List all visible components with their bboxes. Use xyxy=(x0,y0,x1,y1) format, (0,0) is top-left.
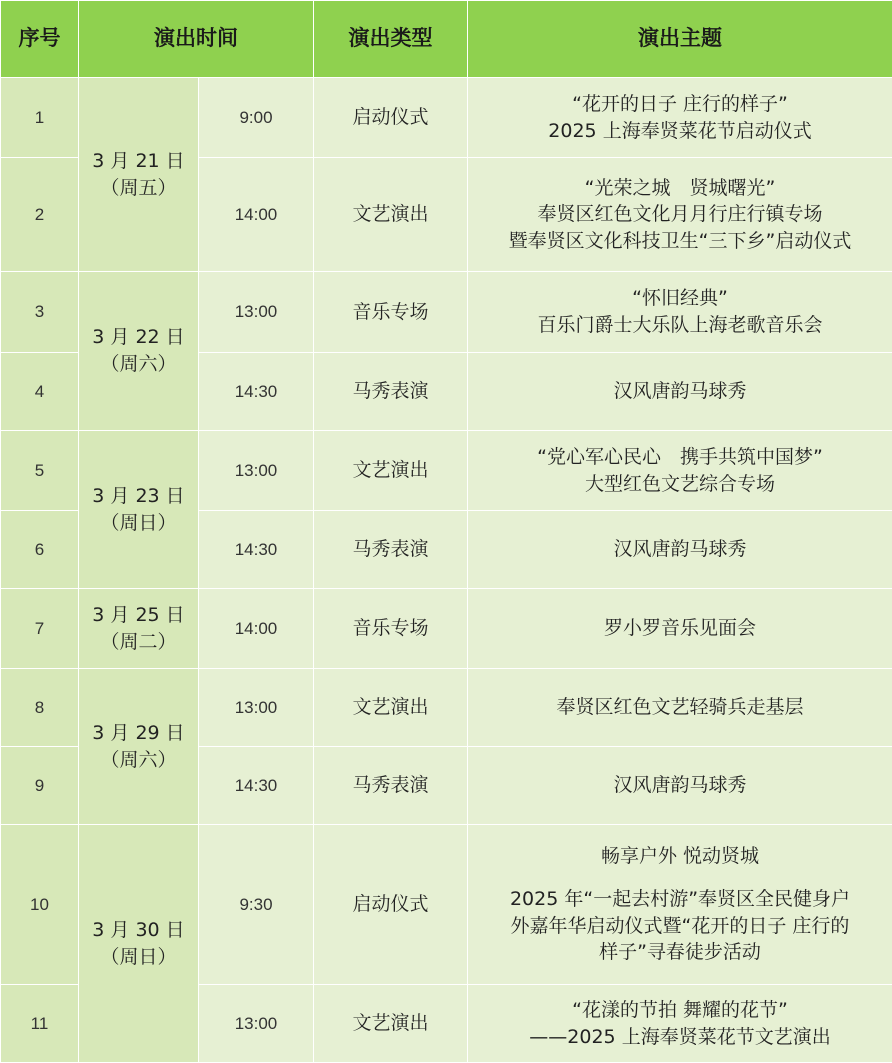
date-text: 3 月 22 日 xyxy=(92,326,185,349)
table-row xyxy=(1,825,892,985)
type-cell: 启动仪式 xyxy=(314,78,468,158)
seq-cell: 1 xyxy=(1,78,79,158)
weekday-text: （周五） xyxy=(100,176,177,199)
header-time: 演出时间 xyxy=(79,1,314,78)
type-cell: 马秀表演 xyxy=(314,353,468,431)
seq-cell: 7 xyxy=(1,589,79,669)
time-cell: 9:00 xyxy=(199,78,314,158)
table-row xyxy=(1,669,892,747)
weekday-text: （周日） xyxy=(100,945,177,968)
theme-line: 样子”寻春徒步活动 xyxy=(599,941,761,964)
theme-line: “党心军心民心 携手共筑中国梦” xyxy=(537,445,823,468)
header-row xyxy=(1,1,892,78)
theme-line: 罗小罗音乐见面会 xyxy=(603,617,756,640)
time-cell: 14:30 xyxy=(199,747,314,825)
type-cell: 音乐专场 xyxy=(314,272,468,353)
theme-line: 2025 年“一起去村游”奉贤区全民健身户 xyxy=(509,887,851,910)
type-cell: 文艺演出 xyxy=(314,158,468,272)
date-cell xyxy=(79,431,199,589)
seq-cell: 11 xyxy=(1,985,79,1063)
time-cell: 14:00 xyxy=(199,589,314,669)
theme-line: ——2025 上海奉贤菜花节文艺演出 xyxy=(529,1025,831,1048)
type-cell: 启动仪式 xyxy=(314,825,468,985)
theme-line: 奉贤区红色文艺轻骑兵走基层 xyxy=(556,696,804,719)
seq-cell: 5 xyxy=(1,431,79,511)
time-cell: 13:00 xyxy=(199,272,314,353)
theme-line: 2025 上海奉贤菜花节启动仪式 xyxy=(548,119,812,142)
theme-cell xyxy=(468,669,892,747)
theme-line: 畅享户外 悦动贤城 xyxy=(600,845,760,868)
date-cell xyxy=(79,589,199,669)
theme-line: 汉风唐韵马球秀 xyxy=(613,774,747,797)
theme-line: “光荣之城 贤城曙光” xyxy=(584,176,776,199)
seq-cell: 4 xyxy=(1,353,79,431)
weekday-text: （周六） xyxy=(100,748,177,771)
theme-line: “花开的日子 庄行的样子” xyxy=(572,92,788,115)
date-text: 3 月 21 日 xyxy=(92,149,185,172)
table-row xyxy=(1,589,892,669)
type-cell: 马秀表演 xyxy=(314,511,468,589)
date-cell xyxy=(79,78,199,272)
type-cell: 音乐专场 xyxy=(314,589,468,669)
date-text: 3 月 23 日 xyxy=(92,484,185,507)
table-row xyxy=(1,78,892,158)
table-row xyxy=(1,272,892,353)
header-theme: 演出主题 xyxy=(468,1,892,78)
seq-cell: 8 xyxy=(1,669,79,747)
weekday-text: （周二） xyxy=(100,630,177,653)
date-cell xyxy=(79,272,199,431)
seq-cell: 6 xyxy=(1,511,79,589)
seq-cell: 10 xyxy=(1,825,79,985)
date-text: 3 月 25 日 xyxy=(92,603,185,626)
time-cell: 13:00 xyxy=(199,669,314,747)
theme-cell xyxy=(468,78,892,158)
seq-cell: 9 xyxy=(1,747,79,825)
type-cell: 马秀表演 xyxy=(314,747,468,825)
seq-cell: 2 xyxy=(1,158,79,272)
theme-line: 大型红色文艺综合专场 xyxy=(584,472,775,495)
theme-cell xyxy=(468,158,892,272)
theme-line: “花漾的节拍 舞耀的花节” xyxy=(572,998,788,1021)
theme-line: 汉风唐韵马球秀 xyxy=(613,538,747,561)
theme-line: 百乐门爵士大乐队上海老歌音乐会 xyxy=(537,314,823,336)
theme-line: 汉风唐韵马球秀 xyxy=(613,380,747,403)
theme-cell xyxy=(468,431,892,511)
date-cell xyxy=(79,825,199,1063)
header-seq: 序号 xyxy=(1,1,79,78)
type-cell: 文艺演出 xyxy=(314,669,468,747)
theme-line: 外嘉年华启动仪式暨“花开的日子 庄行的 xyxy=(510,914,850,937)
header-type: 演出类型 xyxy=(314,1,468,78)
weekday-text: （周日） xyxy=(100,511,177,534)
type-cell: 文艺演出 xyxy=(314,985,468,1063)
theme-line: “怀旧经典” xyxy=(632,287,728,310)
theme-cell xyxy=(468,825,892,985)
date-text: 3 月 30 日 xyxy=(92,918,185,941)
type-cell: 文艺演出 xyxy=(314,431,468,511)
date-text: 3 月 29 日 xyxy=(92,721,185,744)
time-cell: 14:30 xyxy=(199,511,314,589)
date-cell xyxy=(79,669,199,825)
time-cell: 13:00 xyxy=(199,431,314,511)
time-cell: 14:30 xyxy=(199,353,314,431)
theme-spacer xyxy=(468,870,892,886)
theme-line: 暨奉贤区文化科技卫生“三下乡”启动仪式 xyxy=(508,229,852,252)
theme-cell xyxy=(468,985,892,1063)
theme-cell xyxy=(468,511,892,589)
seq-cell: 3 xyxy=(1,272,79,353)
weekday-text: （周六） xyxy=(100,353,177,375)
theme-cell xyxy=(468,747,892,825)
theme-cell xyxy=(468,589,892,669)
theme-cell xyxy=(468,353,892,431)
time-cell: 9:30 xyxy=(199,825,314,985)
time-cell: 13:00 xyxy=(199,985,314,1063)
table-row xyxy=(1,431,892,511)
time-cell: 14:00 xyxy=(199,158,314,272)
theme-line: 奉贤区红色文化月月行庄行镇专场 xyxy=(537,203,823,226)
theme-cell xyxy=(468,272,892,353)
